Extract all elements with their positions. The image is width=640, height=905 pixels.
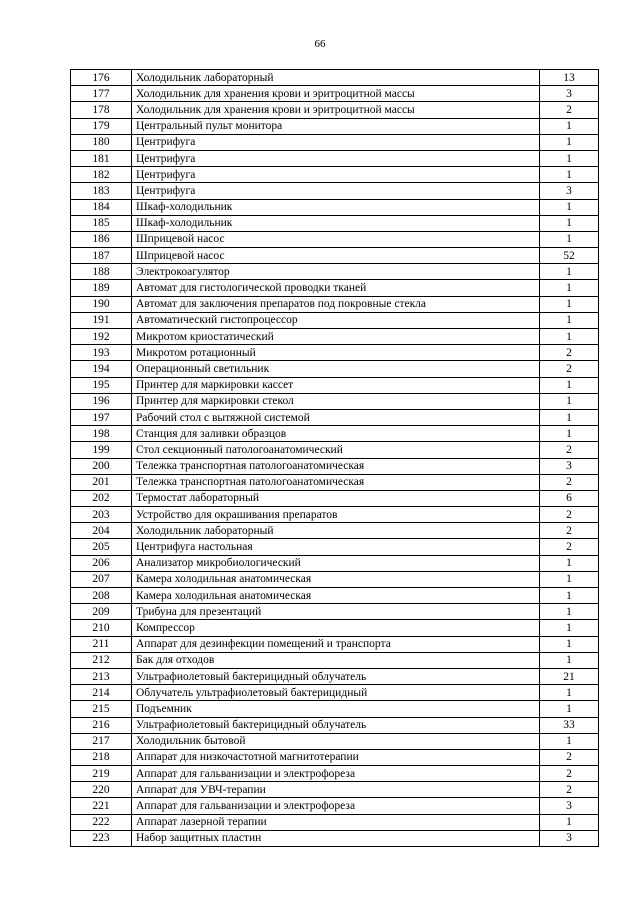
- quantity-cell: 2: [540, 345, 599, 361]
- table-row: [71, 539, 599, 555]
- row-number-cell: 223: [71, 830, 132, 846]
- row-number-cell: 217: [71, 733, 132, 749]
- table-row: [71, 830, 599, 846]
- table-row: [71, 636, 599, 652]
- equipment-name-cell: Стол секционный патологоанатомический: [132, 442, 540, 458]
- quantity-cell: 1: [540, 377, 599, 393]
- row-number-cell: 187: [71, 248, 132, 264]
- equipment-name-cell: Ультрафиолетовый бактерицидный облучатель: [132, 668, 540, 684]
- row-number-cell: 186: [71, 231, 132, 247]
- equipment-name-cell: Аппарат для гальванизации и электрофореза: [132, 798, 540, 814]
- equipment-table: [70, 69, 599, 847]
- row-number-cell: 189: [71, 280, 132, 296]
- equipment-name-cell: Электрокоагулятор: [132, 264, 540, 280]
- row-number-cell: 208: [71, 588, 132, 604]
- table-row: [71, 555, 599, 571]
- table-row: [71, 215, 599, 231]
- quantity-cell: 1: [540, 409, 599, 425]
- quantity-cell: 1: [540, 150, 599, 166]
- table-row: [71, 733, 599, 749]
- quantity-cell: 1: [540, 329, 599, 345]
- quantity-cell: 1: [540, 264, 599, 280]
- row-number-cell: 197: [71, 409, 132, 425]
- equipment-name-cell: Шкаф-холодильник: [132, 215, 540, 231]
- equipment-name-cell: Облучатель ультрафиолетовый бактерицидный: [132, 685, 540, 701]
- equipment-name-cell: Центрифуга: [132, 167, 540, 183]
- row-number-cell: 211: [71, 636, 132, 652]
- table-row: [71, 264, 599, 280]
- quantity-cell: 1: [540, 199, 599, 215]
- table-row: [71, 248, 599, 264]
- table-row: [71, 426, 599, 442]
- quantity-cell: 3: [540, 183, 599, 199]
- equipment-name-cell: Центрифуга: [132, 134, 540, 150]
- quantity-cell: 2: [540, 539, 599, 555]
- equipment-name-cell: Бак для отходов: [132, 652, 540, 668]
- quantity-cell: 1: [540, 685, 599, 701]
- equipment-table-body: [71, 70, 599, 847]
- equipment-name-cell: Операционный светильник: [132, 361, 540, 377]
- table-row: [71, 620, 599, 636]
- quantity-cell: 33: [540, 717, 599, 733]
- table-row: [71, 86, 599, 102]
- table-row: [71, 312, 599, 328]
- row-number-cell: 188: [71, 264, 132, 280]
- table-row: [71, 183, 599, 199]
- equipment-name-cell: Холодильник бытовой: [132, 733, 540, 749]
- table-row: [71, 571, 599, 587]
- row-number-cell: 193: [71, 345, 132, 361]
- row-number-cell: 190: [71, 296, 132, 312]
- equipment-name-cell: Центрифуга настольная: [132, 539, 540, 555]
- quantity-cell: 2: [540, 102, 599, 118]
- equipment-name-cell: Шприцевой насос: [132, 231, 540, 247]
- table-row: [71, 523, 599, 539]
- row-number-cell: 182: [71, 167, 132, 183]
- equipment-name-cell: Микротом ротационный: [132, 345, 540, 361]
- row-number-cell: 195: [71, 377, 132, 393]
- quantity-cell: 3: [540, 798, 599, 814]
- row-number-cell: 222: [71, 814, 132, 830]
- equipment-name-cell: Трибуна для презентаций: [132, 604, 540, 620]
- quantity-cell: 1: [540, 652, 599, 668]
- row-number-cell: 201: [71, 474, 132, 490]
- table-row: [71, 782, 599, 798]
- table-row: [71, 167, 599, 183]
- quantity-cell: 1: [540, 701, 599, 717]
- row-number-cell: 202: [71, 490, 132, 506]
- row-number-cell: 210: [71, 620, 132, 636]
- row-number-cell: 214: [71, 685, 132, 701]
- row-number-cell: 221: [71, 798, 132, 814]
- quantity-cell: 3: [540, 830, 599, 846]
- quantity-cell: 1: [540, 134, 599, 150]
- row-number-cell: 218: [71, 749, 132, 765]
- equipment-name-cell: Автомат для заключения препаратов под покровные стекла: [132, 296, 540, 312]
- row-number-cell: 194: [71, 361, 132, 377]
- quantity-cell: 2: [540, 766, 599, 782]
- quantity-cell: 1: [540, 231, 599, 247]
- table-row: [71, 814, 599, 830]
- row-number-cell: 185: [71, 215, 132, 231]
- table-row: [71, 329, 599, 345]
- table-row: [71, 280, 599, 296]
- equipment-name-cell: Холодильник для хранения крови и эритроцитной массы: [132, 102, 540, 118]
- table-row: [71, 701, 599, 717]
- equipment-name-cell: Микротом криостатический: [132, 329, 540, 345]
- table-row: [71, 474, 599, 490]
- row-number-cell: 220: [71, 782, 132, 798]
- equipment-name-cell: Набор защитных пластин: [132, 830, 540, 846]
- row-number-cell: 196: [71, 393, 132, 409]
- page-number: 66: [314, 38, 326, 50]
- row-number-cell: 183: [71, 183, 132, 199]
- table-row: [71, 409, 599, 425]
- equipment-name-cell: Рабочий стол с вытяжной системой: [132, 409, 540, 425]
- equipment-name-cell: Камера холодильная анатомическая: [132, 588, 540, 604]
- quantity-cell: 1: [540, 296, 599, 312]
- equipment-name-cell: Шприцевой насос: [132, 248, 540, 264]
- equipment-name-cell: Принтер для маркировки кассет: [132, 377, 540, 393]
- table-row: [71, 798, 599, 814]
- equipment-name-cell: Тележка транспортная патологоанатомическая: [132, 458, 540, 474]
- quantity-cell: 2: [540, 507, 599, 523]
- table-row: [71, 588, 599, 604]
- equipment-name-cell: Термостат лабораторный: [132, 490, 540, 506]
- quantity-cell: 1: [540, 620, 599, 636]
- row-number-cell: 176: [71, 70, 132, 86]
- table-row: [71, 361, 599, 377]
- equipment-name-cell: Подъемник: [132, 701, 540, 717]
- quantity-cell: 21: [540, 668, 599, 684]
- quantity-cell: 1: [540, 571, 599, 587]
- equipment-name-cell: Аппарат для гальванизации и электрофореза: [132, 766, 540, 782]
- row-number-cell: 200: [71, 458, 132, 474]
- quantity-cell: 2: [540, 361, 599, 377]
- row-number-cell: 204: [71, 523, 132, 539]
- row-number-cell: 213: [71, 668, 132, 684]
- table-row: [71, 766, 599, 782]
- quantity-cell: 1: [540, 280, 599, 296]
- table-row: [71, 134, 599, 150]
- row-number-cell: 205: [71, 539, 132, 555]
- table-row: [71, 458, 599, 474]
- row-number-cell: 203: [71, 507, 132, 523]
- equipment-name-cell: Аппарат для дезинфекции помещений и транспорта: [132, 636, 540, 652]
- equipment-name-cell: Компрессор: [132, 620, 540, 636]
- table-row: [71, 102, 599, 118]
- quantity-cell: 1: [540, 118, 599, 134]
- equipment-name-cell: Холодильник лабораторный: [132, 70, 540, 86]
- table-row: [71, 442, 599, 458]
- equipment-name-cell: Шкаф-холодильник: [132, 199, 540, 215]
- quantity-cell: 1: [540, 555, 599, 571]
- table-row: [71, 604, 599, 620]
- equipment-name-cell: Принтер для маркировки стекол: [132, 393, 540, 409]
- quantity-cell: 6: [540, 490, 599, 506]
- row-number-cell: 206: [71, 555, 132, 571]
- quantity-cell: 2: [540, 523, 599, 539]
- table-row: [71, 668, 599, 684]
- equipment-name-cell: Аппарат для низкочастотной магнитотерапии: [132, 749, 540, 765]
- table-row: [71, 685, 599, 701]
- quantity-cell: 1: [540, 733, 599, 749]
- row-number-cell: 184: [71, 199, 132, 215]
- equipment-name-cell: Холодильник лабораторный: [132, 523, 540, 539]
- equipment-name-cell: Устройство для окрашивания препаратов: [132, 507, 540, 523]
- quantity-cell: 1: [540, 814, 599, 830]
- table-row: [71, 118, 599, 134]
- row-number-cell: 216: [71, 717, 132, 733]
- equipment-name-cell: Автоматический гистопроцессор: [132, 312, 540, 328]
- quantity-cell: 13: [540, 70, 599, 86]
- quantity-cell: 1: [540, 604, 599, 620]
- row-number-cell: 181: [71, 150, 132, 166]
- equipment-name-cell: Анализатор микробиологический: [132, 555, 540, 571]
- quantity-cell: 1: [540, 426, 599, 442]
- row-number-cell: 179: [71, 118, 132, 134]
- quantity-cell: 1: [540, 312, 599, 328]
- row-number-cell: 191: [71, 312, 132, 328]
- table-row: [71, 150, 599, 166]
- equipment-name-cell: Станция для заливки образцов: [132, 426, 540, 442]
- row-number-cell: 177: [71, 86, 132, 102]
- equipment-name-cell: Холодильник для хранения крови и эритроцитной массы: [132, 86, 540, 102]
- quantity-cell: 2: [540, 749, 599, 765]
- row-number-cell: 198: [71, 426, 132, 442]
- table-row: [71, 377, 599, 393]
- quantity-cell: 1: [540, 215, 599, 231]
- quantity-cell: 3: [540, 458, 599, 474]
- row-number-cell: 215: [71, 701, 132, 717]
- quantity-cell: 3: [540, 86, 599, 102]
- quantity-cell: 52: [540, 248, 599, 264]
- row-number-cell: 178: [71, 102, 132, 118]
- equipment-name-cell: Аппарат для УВЧ-терапии: [132, 782, 540, 798]
- table-row: [71, 749, 599, 765]
- row-number-cell: 180: [71, 134, 132, 150]
- equipment-name-cell: Автомат для гистологической проводки тканей: [132, 280, 540, 296]
- table-row: [71, 490, 599, 506]
- table-row: [71, 652, 599, 668]
- row-number-cell: 209: [71, 604, 132, 620]
- row-number-cell: 219: [71, 766, 132, 782]
- quantity-cell: 2: [540, 474, 599, 490]
- table-row: [71, 199, 599, 215]
- quantity-cell: 2: [540, 782, 599, 798]
- equipment-name-cell: Центрифуга: [132, 150, 540, 166]
- table-row: [71, 507, 599, 523]
- row-number-cell: 199: [71, 442, 132, 458]
- equipment-name-cell: Центрифуга: [132, 183, 540, 199]
- table-row: [71, 717, 599, 733]
- equipment-name-cell: Ультрафиолетовый бактерицидный облучатель: [132, 717, 540, 733]
- quantity-cell: 1: [540, 588, 599, 604]
- table-row: [71, 231, 599, 247]
- equipment-name-cell: Аппарат лазерной терапии: [132, 814, 540, 830]
- table-row: [71, 296, 599, 312]
- quantity-cell: 1: [540, 393, 599, 409]
- quantity-cell: 1: [540, 636, 599, 652]
- row-number-cell: 212: [71, 652, 132, 668]
- table-row: [71, 345, 599, 361]
- quantity-cell: 1: [540, 167, 599, 183]
- table-row: [71, 393, 599, 409]
- equipment-name-cell: Камера холодильная анатомическая: [132, 571, 540, 587]
- quantity-cell: 2: [540, 442, 599, 458]
- equipment-name-cell: Центральный пульт монитора: [132, 118, 540, 134]
- equipment-name-cell: Тележка транспортная патологоанатомическая: [132, 474, 540, 490]
- row-number-cell: 192: [71, 329, 132, 345]
- row-number-cell: 207: [71, 571, 132, 587]
- table-row: [71, 70, 599, 86]
